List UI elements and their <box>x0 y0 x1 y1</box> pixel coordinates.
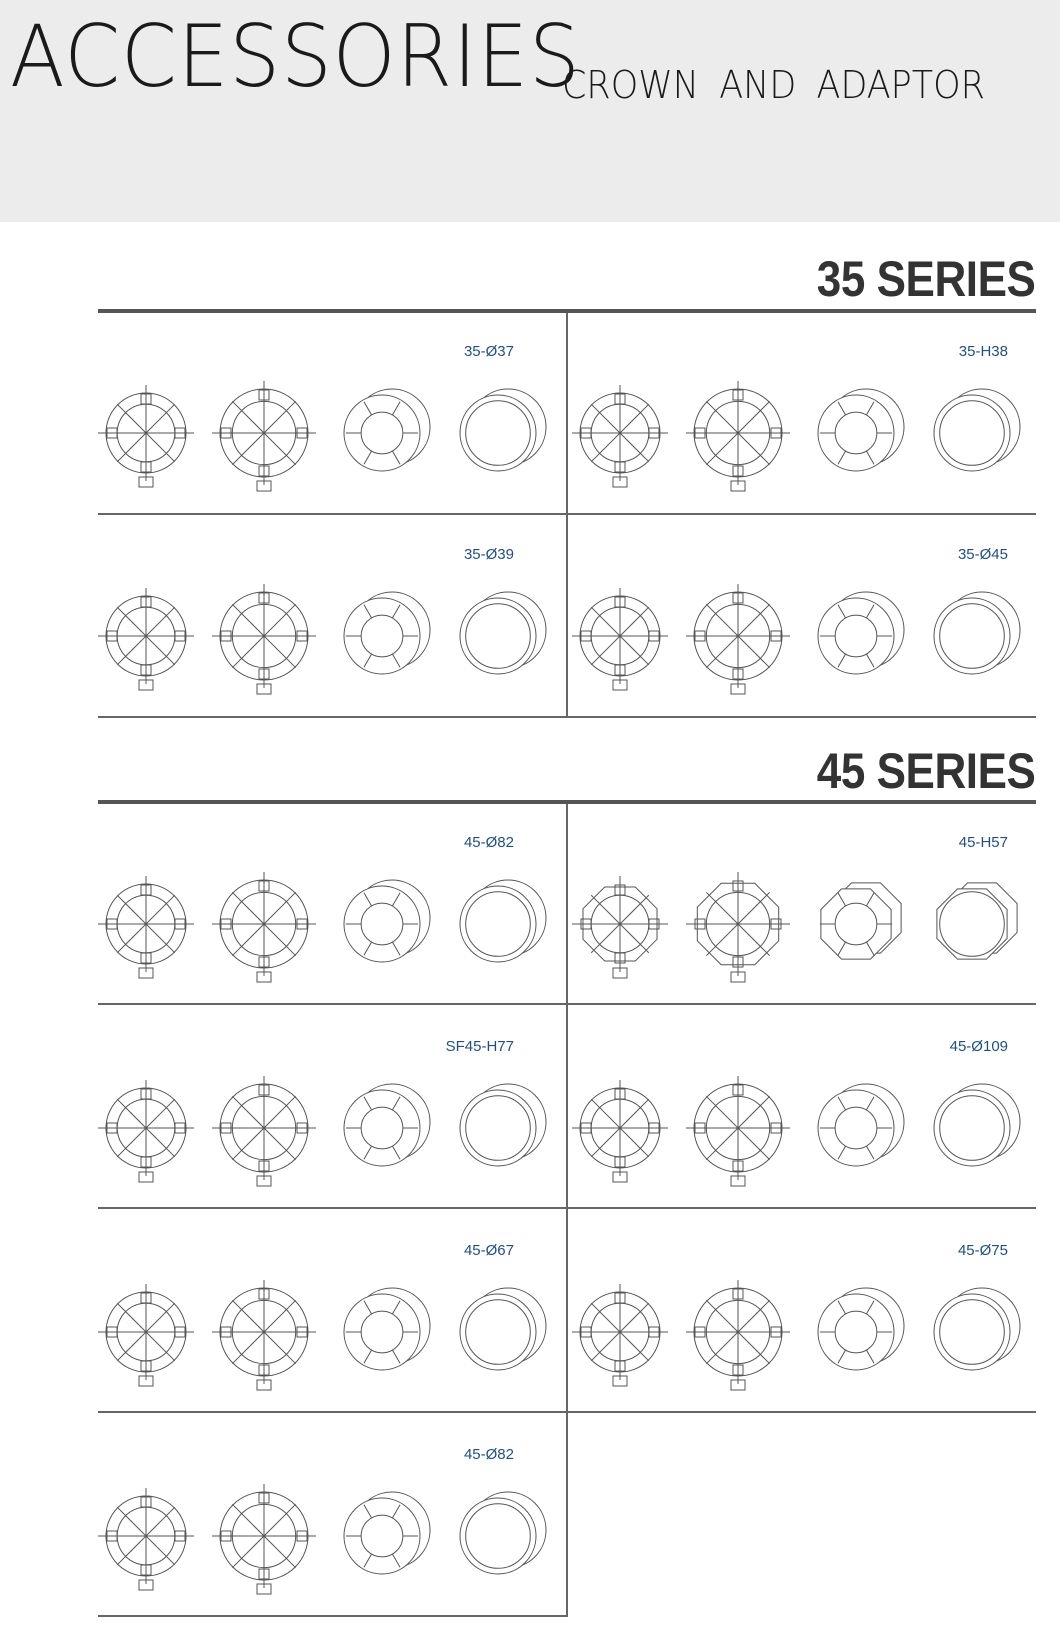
part-render-drawing <box>818 592 904 674</box>
model-label: 35-Ø45 <box>957 546 1008 563</box>
part-render-drawing <box>344 592 430 674</box>
part-render-drawing <box>818 389 904 471</box>
page-title: ACCESSORIES <box>10 7 581 107</box>
section-view-drawing <box>212 872 316 982</box>
product-drawings <box>568 560 1036 710</box>
page-subtitle: CROWN AND ADAPTOR <box>562 63 985 107</box>
product-drawings <box>98 1460 566 1610</box>
model-label: 45-Ø109 <box>949 1038 1008 1055</box>
section-view-drawing <box>686 1076 790 1186</box>
product-cell <box>98 1008 566 1208</box>
product-cell <box>98 516 566 716</box>
product-drawings <box>568 1256 1036 1406</box>
section-view-drawing <box>212 1280 316 1390</box>
product-drawings <box>98 357 566 507</box>
model-label: 45-Ø75 <box>957 1242 1008 1259</box>
model-label: 45-H57 <box>958 834 1008 851</box>
part-render-drawing <box>460 1492 546 1574</box>
part-render-drawing <box>818 1084 904 1166</box>
model-label: 45-Ø82 <box>463 1446 514 1463</box>
section-view-drawing <box>212 1076 316 1186</box>
product-cell <box>568 1212 1036 1412</box>
front-view-drawing <box>98 385 194 487</box>
front-view-drawing <box>98 876 194 978</box>
model-label: 35-Ø39 <box>463 546 514 563</box>
part-render-drawing <box>460 1288 546 1370</box>
product-cell <box>568 804 1036 1004</box>
product-cell <box>98 1416 566 1616</box>
section-view-drawing <box>212 1484 316 1594</box>
section-view-drawing <box>686 872 790 982</box>
front-view-drawing <box>572 1284 668 1386</box>
front-view-drawing <box>98 1284 194 1386</box>
model-label: SF45-H77 <box>445 1038 514 1055</box>
front-view-drawing <box>572 588 668 690</box>
front-view-drawing <box>572 1080 668 1182</box>
header-band <box>0 0 1060 222</box>
series-title-35: 35 SERIES <box>816 251 1035 307</box>
part-render-drawing <box>344 1288 430 1370</box>
front-view-drawing <box>98 588 194 690</box>
part-render-drawing <box>344 880 430 962</box>
product-cell <box>98 804 566 1004</box>
model-label: 45-Ø67 <box>463 1242 514 1259</box>
part-render-drawing <box>460 389 546 471</box>
product-cell <box>98 1212 566 1412</box>
part-render-drawing <box>460 880 546 962</box>
product-cell <box>568 516 1036 716</box>
part-render-drawing <box>344 389 430 471</box>
model-label: 35-H38 <box>958 343 1008 360</box>
product-drawings <box>568 357 1036 507</box>
front-view-drawing <box>98 1080 194 1182</box>
section-view-drawing <box>686 381 790 491</box>
front-view-drawing <box>98 1488 194 1590</box>
part-render-drawing <box>460 592 546 674</box>
model-label: 35-Ø37 <box>463 343 514 360</box>
model-label: 45-Ø82 <box>463 834 514 851</box>
part-render-drawing <box>820 883 901 959</box>
part-render-drawing <box>344 1492 430 1574</box>
section-view-drawing <box>686 584 790 694</box>
product-drawings <box>98 1052 566 1202</box>
part-render-drawing <box>344 1084 430 1166</box>
part-render-drawing <box>937 883 1017 959</box>
part-render-drawing <box>934 592 1020 674</box>
part-render-drawing <box>934 1084 1020 1166</box>
column-divider <box>566 313 568 717</box>
section-view-drawing <box>212 584 316 694</box>
section-view-drawing <box>212 381 316 491</box>
part-render-drawing <box>934 1288 1020 1370</box>
product-cell <box>568 1008 1036 1208</box>
product-drawings <box>98 848 566 998</box>
part-render-drawing <box>934 389 1020 471</box>
front-view-drawing <box>572 876 668 978</box>
product-drawings <box>568 1052 1036 1202</box>
product-drawings <box>568 848 1036 998</box>
series-title-45: 45 SERIES <box>816 743 1035 799</box>
row-divider <box>98 1615 568 1617</box>
product-cell <box>98 313 566 513</box>
column-divider <box>566 804 568 1616</box>
product-drawings <box>98 560 566 710</box>
part-render-drawing <box>460 1084 546 1166</box>
product-drawings <box>98 1256 566 1406</box>
front-view-drawing <box>572 385 668 487</box>
part-render-drawing <box>818 1288 904 1370</box>
product-cell <box>568 313 1036 513</box>
section-view-drawing <box>686 1280 790 1390</box>
